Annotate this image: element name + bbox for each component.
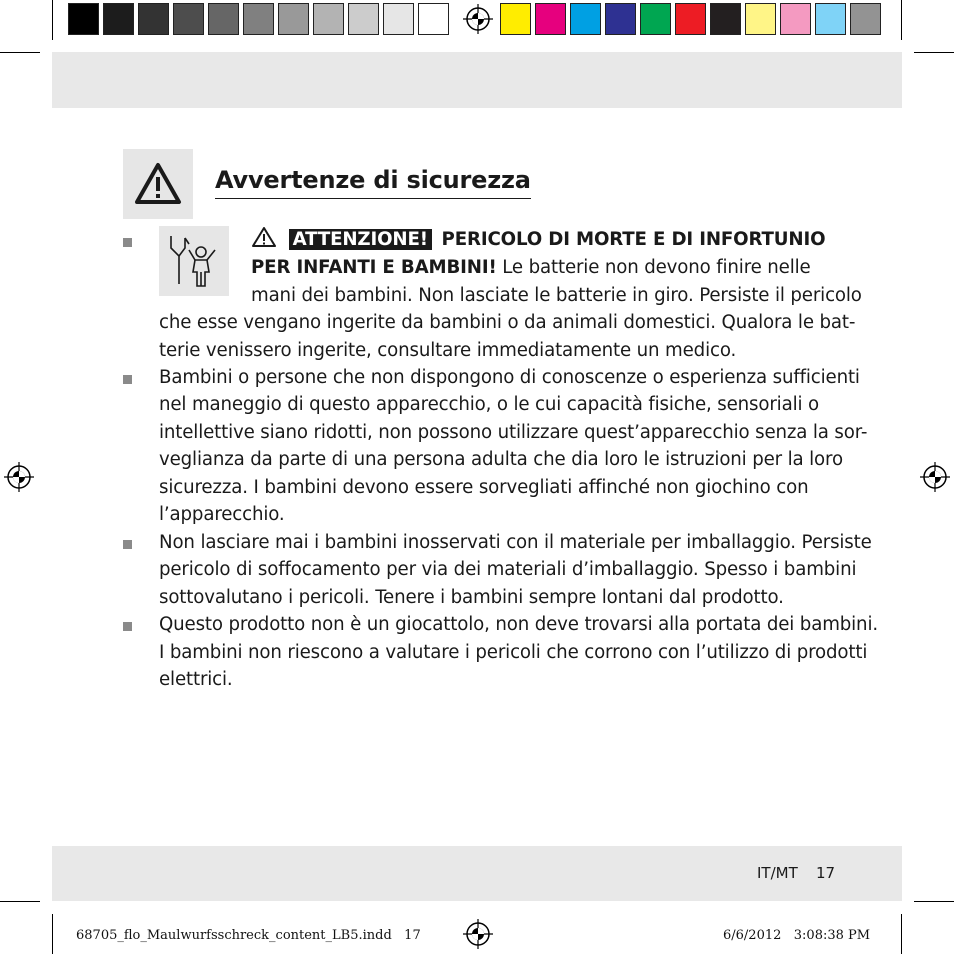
gray-swatch xyxy=(278,3,309,35)
item-line: l’apparecchio. xyxy=(159,504,285,525)
registration-mark-icon xyxy=(4,462,34,492)
warning-heading: PERICOLO DI MORTE E DI INFORTUNIO xyxy=(441,229,826,250)
crop-mark xyxy=(52,914,53,954)
process-swatch xyxy=(500,3,531,35)
process-swatch xyxy=(710,3,741,35)
gray-swatch xyxy=(173,3,204,35)
process-swatch xyxy=(605,3,636,35)
warning-line-3: mani dei bambini. Non lasciate le batterie in giro. Persiste il pericolo xyxy=(251,285,862,306)
registration-mark-icon xyxy=(920,462,950,492)
crop-mark xyxy=(901,914,902,954)
section-title: Avvertenze di sicurezza xyxy=(215,166,531,199)
gray-swatch xyxy=(208,3,239,35)
gray-swatch xyxy=(243,3,274,35)
gray-swatch xyxy=(68,3,99,35)
item-line: elettrici. xyxy=(159,669,233,690)
item-line: Bambini o persone che non dispongono di conoscenze o esperienza sufficienti xyxy=(159,367,860,388)
warning-line-5: terie venissero ingerite, consultare immediatamente un medico. xyxy=(159,340,737,361)
gray-swatch xyxy=(313,3,344,35)
attention-badge: ATTENZIONE! xyxy=(289,229,432,250)
page-number: 17 xyxy=(816,864,836,882)
item-line: Non lasciare mai i bambini inosservati con il materiale per imballaggio. Persiste xyxy=(159,532,872,553)
crop-mark xyxy=(914,901,954,902)
process-swatch xyxy=(850,3,881,35)
bullet xyxy=(123,375,132,384)
process-swatch xyxy=(745,3,776,35)
item-line: sicurezza. I bambini devono essere sorvegliati affinché non giochino con xyxy=(159,477,809,498)
gray-swatch xyxy=(138,3,169,35)
process-swatch xyxy=(815,3,846,35)
crop-mark xyxy=(0,901,40,902)
gray-swatch xyxy=(418,3,449,35)
crop-mark xyxy=(901,0,902,40)
warning-heading-2: PER INFANTI E BAMBINI! xyxy=(251,257,497,278)
warning-triangle-icon xyxy=(123,149,193,219)
warning-line-2 xyxy=(251,254,811,281)
item-line: I bambini non riescono a valutare i pericoli che corrono con l’utilizzo di prodotti xyxy=(159,642,868,663)
crop-mark xyxy=(914,52,954,53)
process-swatch xyxy=(535,3,566,35)
gray-swatch xyxy=(103,3,134,35)
item-line: intellettive siano ridotti, non possono utilizzare quest’apparecchio senza la sor- xyxy=(159,422,868,443)
item-line: Questo prodotto non è un giocattolo, non deve trovarsi alla portata dei bambini. xyxy=(159,614,878,635)
gray-swatch xyxy=(383,3,414,35)
slug-filename: 68705_flo_Maulwurfsschreck_content_LB5.indd 17 xyxy=(76,928,421,943)
registration-mark-icon xyxy=(463,919,493,949)
registration-mark-icon xyxy=(463,4,493,34)
item-line: sottovalutano i pericoli. Tenere i bambini sempre lontani dal prodotto. xyxy=(159,587,784,608)
crop-mark xyxy=(0,52,40,53)
warning-line-1 xyxy=(251,226,825,253)
item-line: nel maneggio di questo apparecchio, o le cui capacità fisiche, sensoriali o xyxy=(159,394,819,415)
bullet xyxy=(123,622,132,631)
process-swatch xyxy=(640,3,671,35)
child-hazard-icon xyxy=(159,226,229,296)
slug-timestamp: 6/6/2012 3:08:38 PM xyxy=(723,928,871,943)
process-swatch xyxy=(570,3,601,35)
item-line: pericolo di soffocamento per via dei materiali d’imballaggio. Spesso i bambini xyxy=(159,559,857,580)
header-band xyxy=(52,52,902,108)
item-line: veglianza da parte di una persona adulta che dia loro le istruzioni per la loro xyxy=(159,449,843,470)
process-swatch xyxy=(780,3,811,35)
gray-swatch xyxy=(348,3,379,35)
process-swatch xyxy=(675,3,706,35)
language-code: IT/MT xyxy=(757,864,798,882)
crop-mark xyxy=(52,0,53,40)
warning-text: Le batterie non devono finire nelle xyxy=(496,257,811,278)
title-icon-box xyxy=(123,149,193,219)
child-icon-box xyxy=(159,226,229,296)
bullet xyxy=(123,540,132,549)
warning-line-4: che esse vengano ingerite da bambini o da animali domestici. Qualora le bat- xyxy=(159,312,856,333)
bullet xyxy=(123,238,132,247)
warning-small-icon xyxy=(251,226,277,248)
